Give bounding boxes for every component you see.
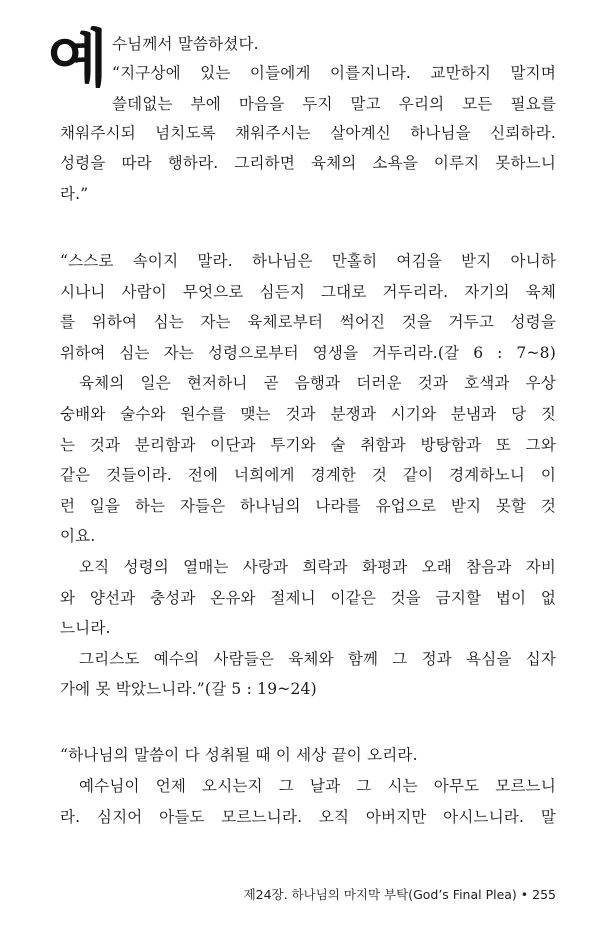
text-line: “하나님의 말씀이 다 성취될 때 이 세상 끝이 오리라. (60, 746, 418, 764)
text-line: 위하여 심는 자는 성령으로부터 영생을 거두리라.(갈 6 : 7~8) (60, 344, 556, 362)
text-line: 수님께서 말씀하셨다. (112, 35, 259, 53)
text-line: “지구상에 있는 이들에게 이를지니라. 교만하지 말지며 (112, 64, 556, 82)
text-line: 라.” (60, 185, 89, 203)
text-line: 느니라. (60, 619, 111, 637)
text-line: 와 양선과 충성과 온유와 절제니 이같은 것을 금지할 법이 없 (60, 589, 556, 607)
text-line: 육체의 일은 현저하니 곧 음행과 더러운 것과 호색과 우상 (79, 374, 556, 392)
text-line: 런 일을 하는 자들은 하나님의 나라를 유업으로 받지 못할 것 (60, 497, 556, 515)
text-line: “스스로 속이지 말라. 하나님은 만홀히 여김을 받지 아니하 (60, 252, 556, 270)
text-line: 라. 심지어 아들도 모르느니라. 오직 아버지만 아시느니라. 말 (60, 808, 556, 826)
text-line: 성령을 따라 행하라. 그리하면 육체의 소욕을 이루지 못하느니 (60, 154, 556, 172)
text-line: 오직 성령의 열매는 사랑과 희락과 화평과 오래 참음과 자비 (79, 558, 556, 576)
text-line: 같은 것들이라. 전에 너희에게 경계한 것 같이 경계하노니 이 (60, 466, 556, 484)
text-line: 를 위하여 심는 자는 육체로부터 썩어진 것을 거두고 성령을 (60, 313, 556, 331)
text-line: 쓸데없는 부에 마음을 두지 말고 우리의 모든 필요를 (112, 95, 556, 113)
text-line: 시나니 사람이 무엇으로 심든지 그대로 거두리라. 자기의 육체 (60, 283, 556, 301)
running-footer: 제24장. 하나님의 마지막 부탁(God’s Final Plea) • 255 (243, 887, 556, 902)
text-line: 는 것과 분리함과 이단과 투기와 술 취함과 방탕함과 또 그와 (60, 436, 556, 454)
text-line: 그리스도 예수의 사람들은 육체와 함께 그 정과 욕심을 십자 (79, 650, 556, 668)
text-line: 가에 못 박았느니라.”(갈 5 : 19~24) (60, 680, 317, 698)
text-line: 이요. (60, 527, 96, 545)
text-line: 예수님이 언제 오시는지 그 날과 그 시는 아무도 모르느니 (79, 777, 556, 795)
drop-cap: 예 (48, 22, 106, 95)
text-line: 숭배와 술수와 원수를 맺는 것과 분쟁과 시기와 분냄과 당 짓 (60, 405, 556, 423)
text-line: 채워주시되 넘치도록 채워주시는 살아계신 하나님을 신뢰하라. (60, 124, 556, 142)
